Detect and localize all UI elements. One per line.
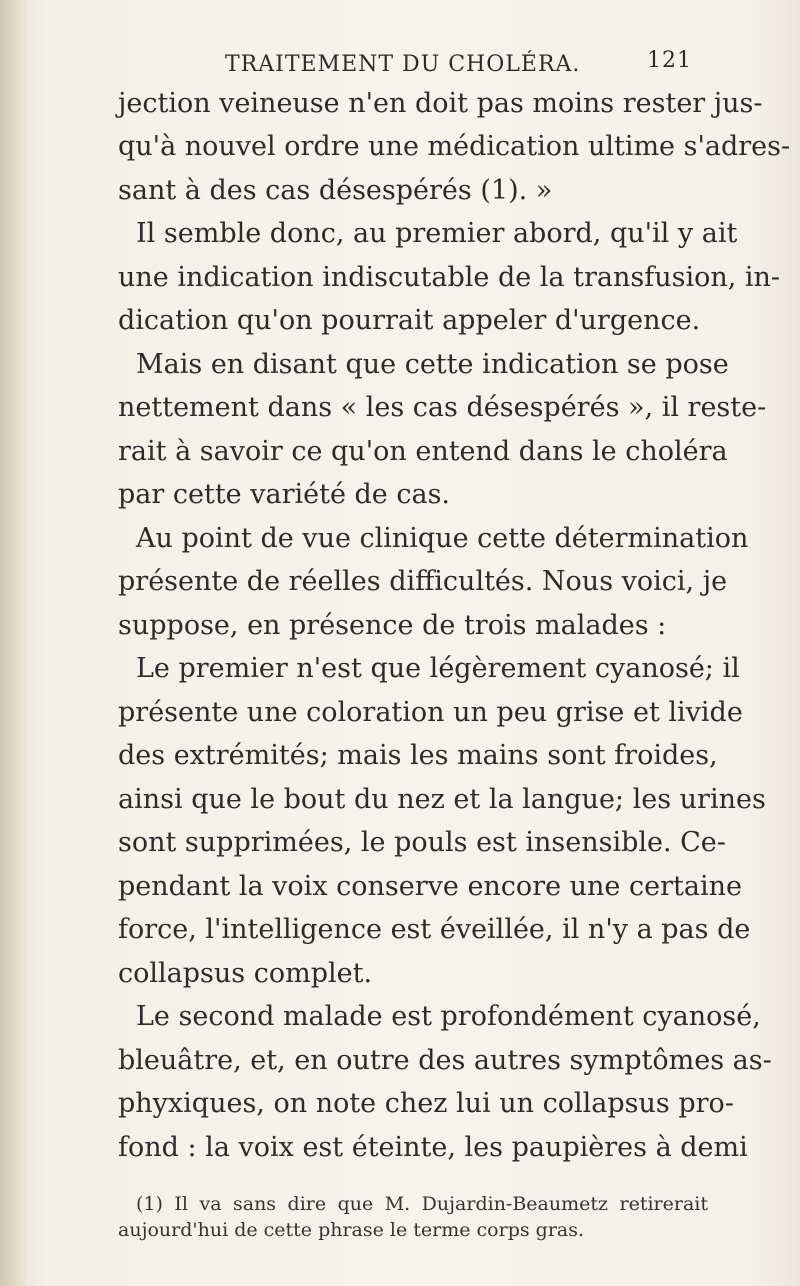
text-line: qu'à nouvel ordre une médication ultime s'adres- (118, 131, 791, 162)
text-line: pendant la voix conserve encore une certaine (118, 871, 742, 902)
text-line: Le premier n'est que légèrement cyanosé; il (136, 653, 740, 684)
text-line: Au point de vue clinique cette détermination (136, 523, 749, 554)
running-title: TRAITEMENT DU CHOLÉRA. (225, 52, 581, 77)
page-number: 121 (647, 48, 692, 73)
text-line: suppose, en présence de trois malades : (118, 610, 667, 641)
text-line: ainsi que le bout du nez et la langue; les urines (118, 784, 766, 815)
text-line: Le second malade est profondément cyanosé, (136, 1001, 761, 1032)
text-line: nettement dans « les cas désespérés », il reste- (118, 392, 767, 423)
text-line: phyxiques, on note chez lui un collapsus pro- (118, 1088, 734, 1119)
text-line: dication qu'on pourrait appeler d'urgence. (118, 305, 701, 336)
text-line: une indication indiscutable de la transfusion, in- (118, 262, 781, 293)
text-line: sont supprimées, le pouls est insensible. Ce- (118, 827, 726, 858)
text-line: présente une coloration un peu grise et livide (118, 697, 743, 728)
running-header (225, 48, 745, 82)
text-line: collapsus complet. (118, 958, 373, 989)
text-line: fond : la voix est éteinte, les paupières à demi (118, 1132, 748, 1163)
text-line: bleuâtre, et, en outre des autres symptômes as- (118, 1045, 772, 1076)
text-line: des extrémités; mais les mains sont froides, (118, 740, 718, 771)
text-line: par cette variété de cas. (118, 479, 451, 510)
text-line: jection veineuse n'en doit pas moins rester jus- (118, 88, 763, 119)
text-line: Il semble donc, au premier abord, qu'il y ait (136, 218, 738, 249)
footnote-line: aujourd'hui de cette phrase le terme corps gras. (118, 1219, 585, 1241)
text-line: Mais en disant que cette indication se pose (136, 349, 729, 380)
page-gutter (0, 0, 28, 1286)
text-line: présente de réelles difficultés. Nous voici, je (118, 566, 728, 597)
text-line: force, l'intelligence est éveillée, il n'y a pas de (118, 914, 751, 945)
text-line: sant à des cas désespérés (1). » (118, 175, 553, 206)
text-line: rait à savoir ce qu'on entend dans le choléra (118, 436, 728, 467)
footnote-line: (1) Il va sans dire que M. Dujardin-Beaumetz retirerait (136, 1193, 708, 1215)
